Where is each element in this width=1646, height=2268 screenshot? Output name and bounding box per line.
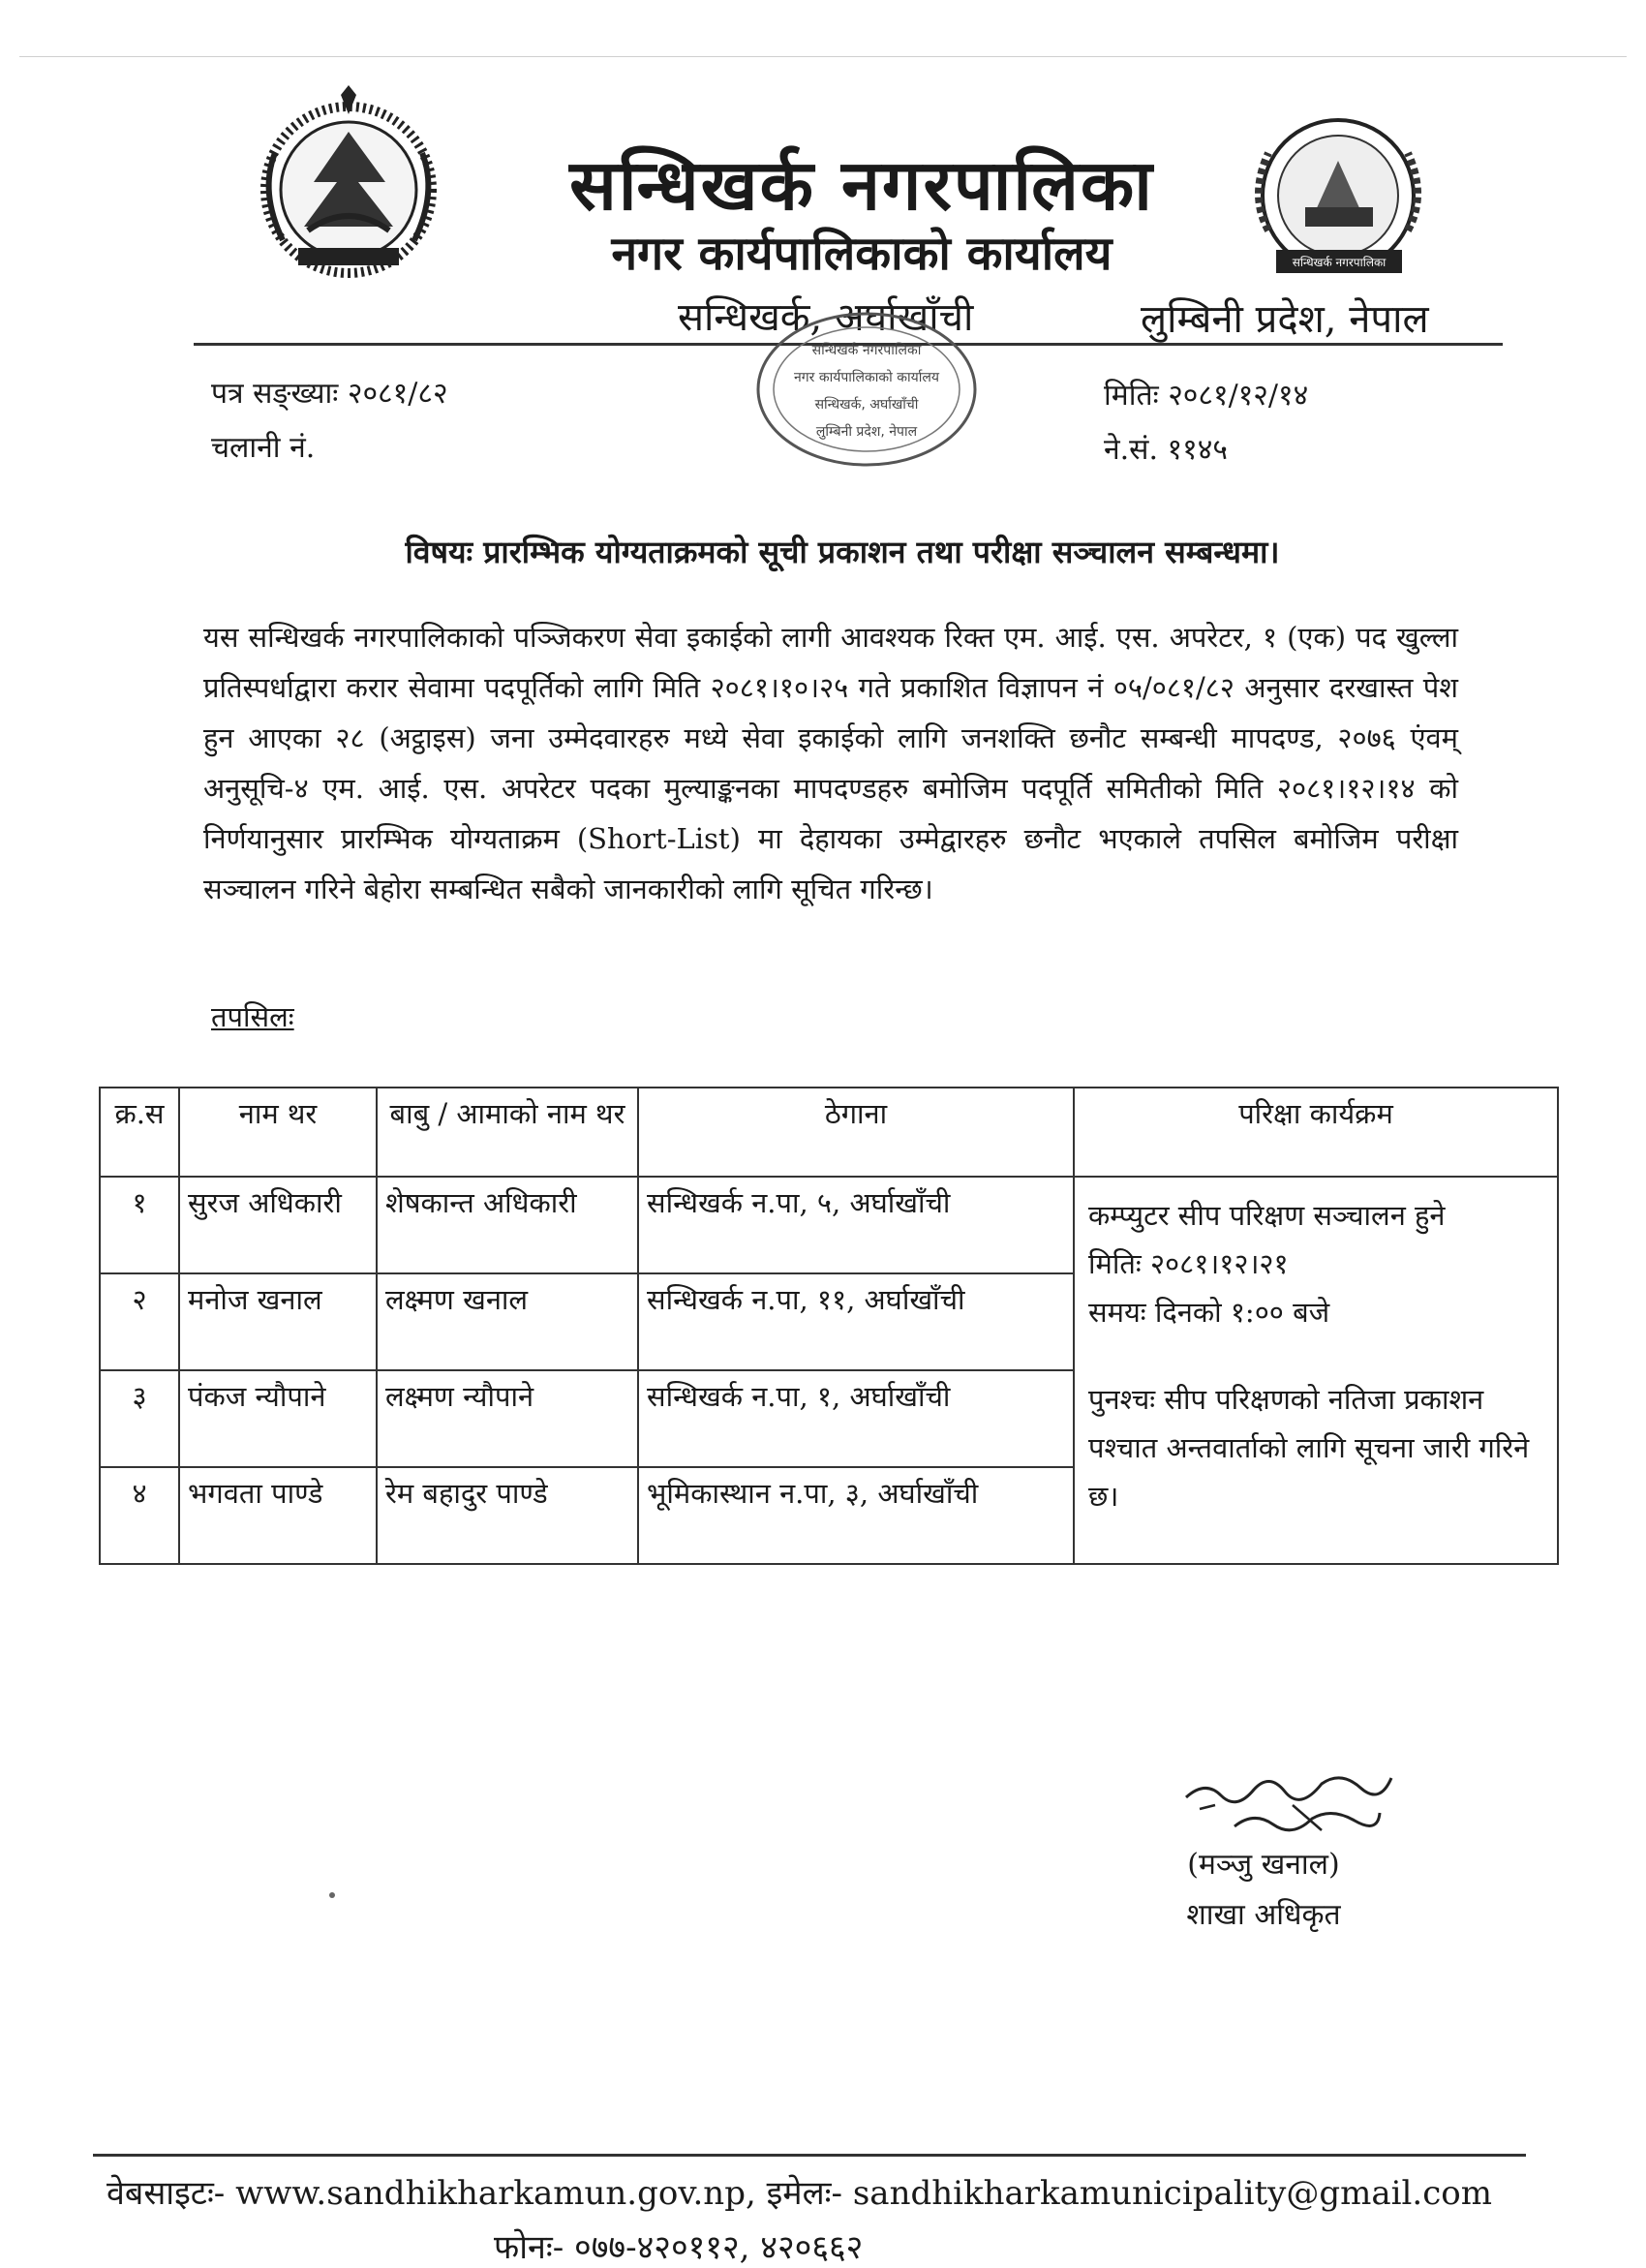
program-time: समयः दिनको १:०० बजे (1088, 1296, 1330, 1329)
cell-name: सुरज अधिकारी (179, 1177, 377, 1273)
stamp-line-2: नगर कार्यपालिकाको कार्यालय (794, 370, 939, 385)
office-name: नगर कार्यपालिकाको कार्यालय (611, 227, 1113, 281)
signatory-title: शाखा अधिकृत (1186, 1898, 1341, 1932)
page-title: सन्धिखर्क नगरपालिका (569, 143, 1154, 226)
dispatch-number-label: चलानी नं. (211, 431, 316, 465)
signatory-name: (मञ्जु खनाल) (1187, 1848, 1340, 1882)
signatory-block (1157, 1840, 1370, 1941)
table-row (100, 1177, 1558, 1273)
cell-address: सन्धिखर्क न.पा, ५, अर्घाखाँची (638, 1177, 1074, 1273)
cell-address: सन्धिखर्क न.पा, १, अर्घाखाँची (638, 1370, 1074, 1467)
municipality-seal-icon (1230, 114, 1448, 287)
letter-number-value: २०८१/८२ (347, 377, 448, 411)
nepal-sambat: ने.सं. ११४५ (1104, 433, 1228, 467)
footer-phone: फोनः- ०७७-४२०११२, ४२०६६२ (494, 2228, 864, 2267)
email-link[interactable]: sandhikharkamunicipality@gmail.com (852, 2174, 1492, 2213)
cell-sn: ३ (100, 1370, 179, 1467)
stamp-line-4: लुम्बिनी प्रदेश, नेपाल (815, 424, 918, 440)
header-sn: क्र.स (100, 1088, 179, 1177)
letter-subject: विषयः प्रारम्भिक योग्यताक्रमको सूची प्रकाशन तथा परीक्षा सञ्चालन सम्बन्धमा। (405, 534, 1280, 570)
province-address: लुम्बिनी प्रदेश, नेपाल (1141, 297, 1429, 342)
website-link[interactable]: www.sandhikharkamun.gov.np, (235, 2174, 756, 2213)
header-exam-program: परिक्षा कार्यक्रम (1074, 1088, 1558, 1177)
cell-sn: २ (100, 1273, 179, 1370)
stamp-line-3: सन्धिखर्क, अर्घाखाँची (814, 397, 919, 413)
footer-rule (93, 2154, 1526, 2157)
signature-scribble: ११-१२-२०८१ १२।१४ (1254, 1837, 1322, 1847)
program-date: मितिः २०८१।१२।२१ (1088, 1247, 1289, 1280)
office-stamp-icon (750, 308, 983, 471)
cell-address: सन्धिखर्क न.पा, ११, अर्घाखाँची (638, 1273, 1074, 1370)
stamp-line-1: सन्धिखर्क नगरपालिका (811, 343, 922, 358)
top-divider (19, 56, 1627, 57)
exam-program-cell (1074, 1177, 1558, 1564)
date-value: २०८१/१२/१४ (1168, 379, 1309, 413)
scan-speck (329, 1892, 335, 1898)
header-address: ठेगाना (638, 1088, 1074, 1177)
cell-name: पंकज न्यौपाने (179, 1370, 377, 1467)
program-note: पुनश्चः सीप परिक्षणको नतिजा प्रकाशन पश्चात अन्तवार्ताको लागि सूचना जारी गरिने छ। (1088, 1383, 1530, 1513)
letter-number (211, 372, 448, 412)
table-header-row (100, 1088, 1558, 1177)
header-name: नाम थर (179, 1088, 377, 1177)
cell-sn: ४ (100, 1467, 179, 1564)
cell-parent: लक्ष्मण खनाल (377, 1273, 638, 1370)
cell-name: मनोज खनाल (179, 1273, 377, 1370)
schedule-heading: तपसिलः (211, 1000, 294, 1033)
cell-parent: शेषकान्त अधिकारी (377, 1177, 638, 1273)
signature-icon (1176, 1751, 1399, 1848)
letter-date (1104, 374, 1308, 414)
letter-number-label: पत्र सङ्ख्याः (211, 377, 339, 411)
header-parent: बाबु / आमाको नाम थर (377, 1088, 638, 1177)
candidate-table (99, 1087, 1559, 1565)
date-label: मितिः (1104, 379, 1159, 413)
office-address: सन्धिखर्क, अर्घाखाँची (678, 295, 974, 340)
program-line-1: कम्प्युटर सीप परिक्षण सञ्चालन हुने (1088, 1199, 1446, 1232)
nepal-emblem-icon (240, 85, 458, 284)
website-label: वेबसाइटः- (107, 2174, 226, 2213)
seal-text: सन्धिखर्क नगरपालिका (1292, 256, 1387, 269)
cell-sn: १ (100, 1177, 179, 1273)
email-label: इमेलः- (766, 2174, 843, 2213)
cell-parent: लक्ष्मण न्यौपाने (377, 1370, 638, 1467)
cell-parent: रेम बहादुर पाण्डे (377, 1467, 638, 1564)
letter-body: यस सन्धिखर्क नगरपालिकाको पञ्जिकरण सेवा इकाईको लागी आवश्यक रिक्त एम. आई. एस. अपरेटर, १ (एक) पद खुल्ला प्रतिस्पर्धाद्वारा करार सेवामा पदपूर्तिको लागि मिति २०८१।१०।२५ गते प्रकाशित विज्ञापन नं ०५/०८१/८२ अनुसार दरखास्त पेश हुन आएका २८ (अट्ठाइस) जना उम्मेदवारहरु मध्ये सेवा इकाईको लागि जनशक्ति छनौट सम्बन्धी मापदण्ड, २०७६ एंवम् अनुसूचि-४ एम. आई. एस. अपरेटर पदका मुल्याङ्कनका मापदण्डहरु बमोजिम पदपूर्ति समितीको मिति २०८१।१२।१४ को निर्णयानुसार प्रारम्भिक योग्यताक्रम (Short-List) मा देहायका उम्मेद्वारहरु छनौट भएकाले तपसिल बमोजिम परीक्षा सञ्चालन गरिने बेहोरा सम्बन्धित सबैको जानकारीको लागि सूचित गरिन्छ। (203, 621, 1458, 905)
cell-name: भगवता पाण्डे (179, 1467, 377, 1564)
cell-address: भूमिकास्थान न.पा, ३, अर्घाखाँची (638, 1467, 1074, 1564)
footer-contact (107, 2169, 1492, 2214)
